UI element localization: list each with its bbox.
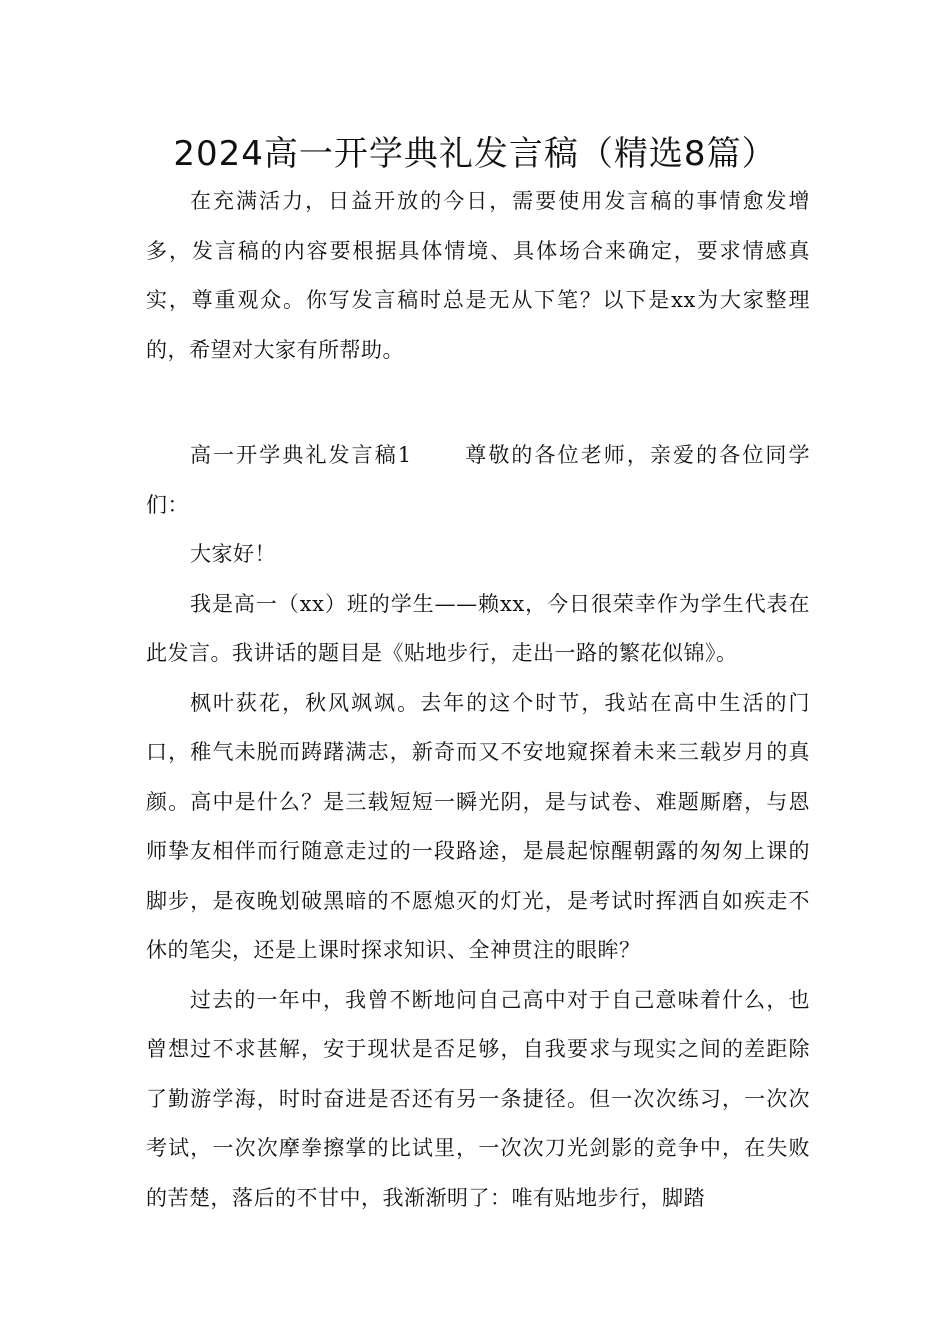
salutation: 尊敬的各位老师，亲爱的各位同学们： <box>146 443 810 517</box>
body-paragraph-3: 过去的一年中，我曾不断地问自己高中对于自己意味着什么，也曾想过不求甚解，安于现状是否足够，自我要求与现实之间的差距除了勤游学海，时时奋进是否还有另一条捷径。但一次次练习，一次次考试，一次次摩拳擦掌的比试里，一次次刀光剑影的竞争中，在失败的苦楚，落后的不甘中，我渐渐明了：唯有贴地步行，脚踏 <box>146 987 810 1210</box>
body-paragraph-1: 我是高一（xx）班的学生——赖xx，今日很荣幸作为学生代表在此发言。我讲话的题目是《贴地步行，走出一路的繁花似锦》。 <box>146 591 810 665</box>
document-title: 2024高一开学典礼发言稿（精选8篇） <box>173 134 777 174</box>
section-heading: 高一开学典礼发言稿1 <box>190 443 412 467</box>
section-spacer <box>146 375 810 431</box>
intro-paragraph: 在充满活力，日益开放的今日，需要使用发言稿的事情愈发增多，发言稿的内容要根据具体情境、具体场合来确定，要求情感真实，尊重观众。你写发言稿时总是无从下笔？以下是xx为大家整理的，希望对大家有所帮助。 <box>146 189 810 362</box>
greeting: 大家好！ <box>190 542 276 566</box>
document-body <box>146 177 810 1223</box>
body-paragraph-2: 枫叶荻花，秋风飒飒。去年的这个时节，我站在高中生活的门口，稚气未脱而踌躇满志，新奇而又不安地窥探着未来三载岁月的真颜。高中是什么？是三载短短一瞬光阴，是与试卷、难题厮磨，与恩师挚友相伴而行随意走过的一段路途，是晨起惊醒朝露的匆匆上课的脚步，是夜晚划破黑暗的不愿熄灭的灯光，是考试时挥洒自如疾走不休的笔尖，还是上课时探求知识、全神贯注的眼眸？ <box>146 690 810 962</box>
section-heading-line <box>146 431 810 530</box>
